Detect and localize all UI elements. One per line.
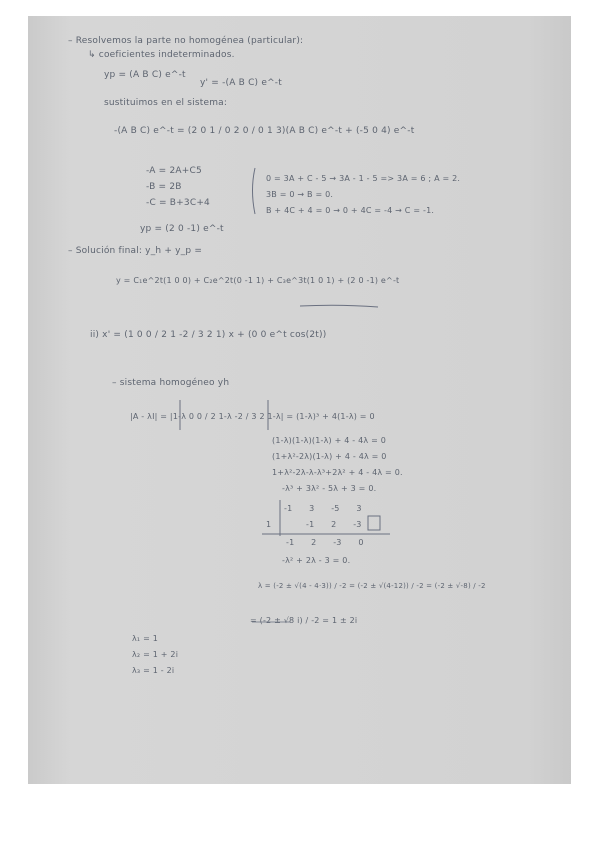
handwritten-line: λ₁ = 1 bbox=[132, 634, 159, 643]
handwritten-line: -C = B+3C+4 bbox=[146, 198, 210, 208]
handwritten-line: – Resolvemos la parte no homogénea (particular): bbox=[68, 36, 304, 46]
handwritten-line: λ₂ = 1 + 2i bbox=[132, 650, 179, 659]
handwritten-line: -B = 2B bbox=[146, 182, 182, 192]
handwritten-line: sustituimos en el sistema: bbox=[104, 98, 228, 108]
handwritten-line: – Solución final: y_h + y_p = bbox=[68, 246, 203, 256]
handwritten-line: -λ³ + 3λ² - 5λ + 3 = 0. bbox=[282, 484, 377, 493]
handwritten-line: (1-λ)(1-λ)(1-λ) + 4 - 4λ = 0 bbox=[272, 436, 387, 445]
solution-underline bbox=[300, 305, 378, 307]
ruffini-row: -1 2 -3 0 bbox=[286, 538, 364, 547]
ruffini-remainder-box bbox=[368, 516, 380, 530]
handwritten-line: 0 = 3A + C - 5 → 3A - 1 - 5 => 3A = 6 ; A = 2. bbox=[266, 174, 461, 183]
handwritten-line: – sistema homogéneo yh bbox=[112, 378, 230, 388]
handwritten-line: yp = (A B C) e^-t bbox=[104, 70, 186, 80]
handwritten-line: ii) x' = (1 0 0 / 2 1 -2 / 3 2 1) x + (0 0 e^t cos(2t)) bbox=[90, 330, 327, 340]
handwritten-line: ↳ coeficientes indeterminados. bbox=[88, 50, 235, 60]
ruffini-root: 1 bbox=[266, 520, 272, 529]
handwritten-line: 1+λ²-2λ-λ-λ³+2λ² + 4 - 4λ = 0. bbox=[272, 468, 403, 477]
handwritten-line: 3B = 0 → B = 0. bbox=[266, 190, 334, 199]
handwritten-line: λ = (-2 ± √(4 - 4·3)) / -2 = (-2 ± √(4-12)) / -2 = (-2 ± √-8) / -2 bbox=[258, 582, 486, 590]
handwritten-line: -A = 2A+C5 bbox=[146, 166, 202, 176]
handwritten-line: λ₃ = 1 - 2i bbox=[132, 666, 175, 675]
handwritten-line: (1+λ²-2λ)(1-λ) + 4 - 4λ = 0 bbox=[272, 452, 387, 461]
handwritten-line: B + 4C + 4 = 0 → 0 + 4C = -4 → C = -1. bbox=[266, 206, 435, 215]
ruffini-row: -1 2 -3 bbox=[306, 520, 362, 529]
handwritten-line: -(A B C) e^-t = (2 0 1 / 0 2 0 / 0 1 3)(A B C) e^-t + (-5 0 4) e^-t bbox=[114, 126, 415, 136]
system-divider-stroke bbox=[253, 168, 256, 214]
handwritten-line: yp = (2 0 -1) e^-t bbox=[140, 224, 224, 234]
ruffini-row: -1 3 -5 3 bbox=[284, 504, 362, 513]
handwritten-line: y = C₁e^2t(1 0 0) + C₂e^2t(0 -1 1) + C₃e^3t(1 0 1) + (2 0 -1) e^-t bbox=[116, 276, 400, 285]
handwritten-line: y' = -(A B C) e^-t bbox=[200, 78, 282, 88]
handwritten-line: |A - λI| = |1-λ 0 0 / 2 1-λ -2 / 3 2 1-λ| = (1-λ)³ + 4(1-λ) = 0 bbox=[130, 412, 375, 421]
handwritten-line: -λ² + 2λ - 3 = 0. bbox=[282, 556, 351, 565]
handwritten-line: = (-2 ± √8 i) / -2 = 1 ± 2i bbox=[250, 616, 358, 625]
